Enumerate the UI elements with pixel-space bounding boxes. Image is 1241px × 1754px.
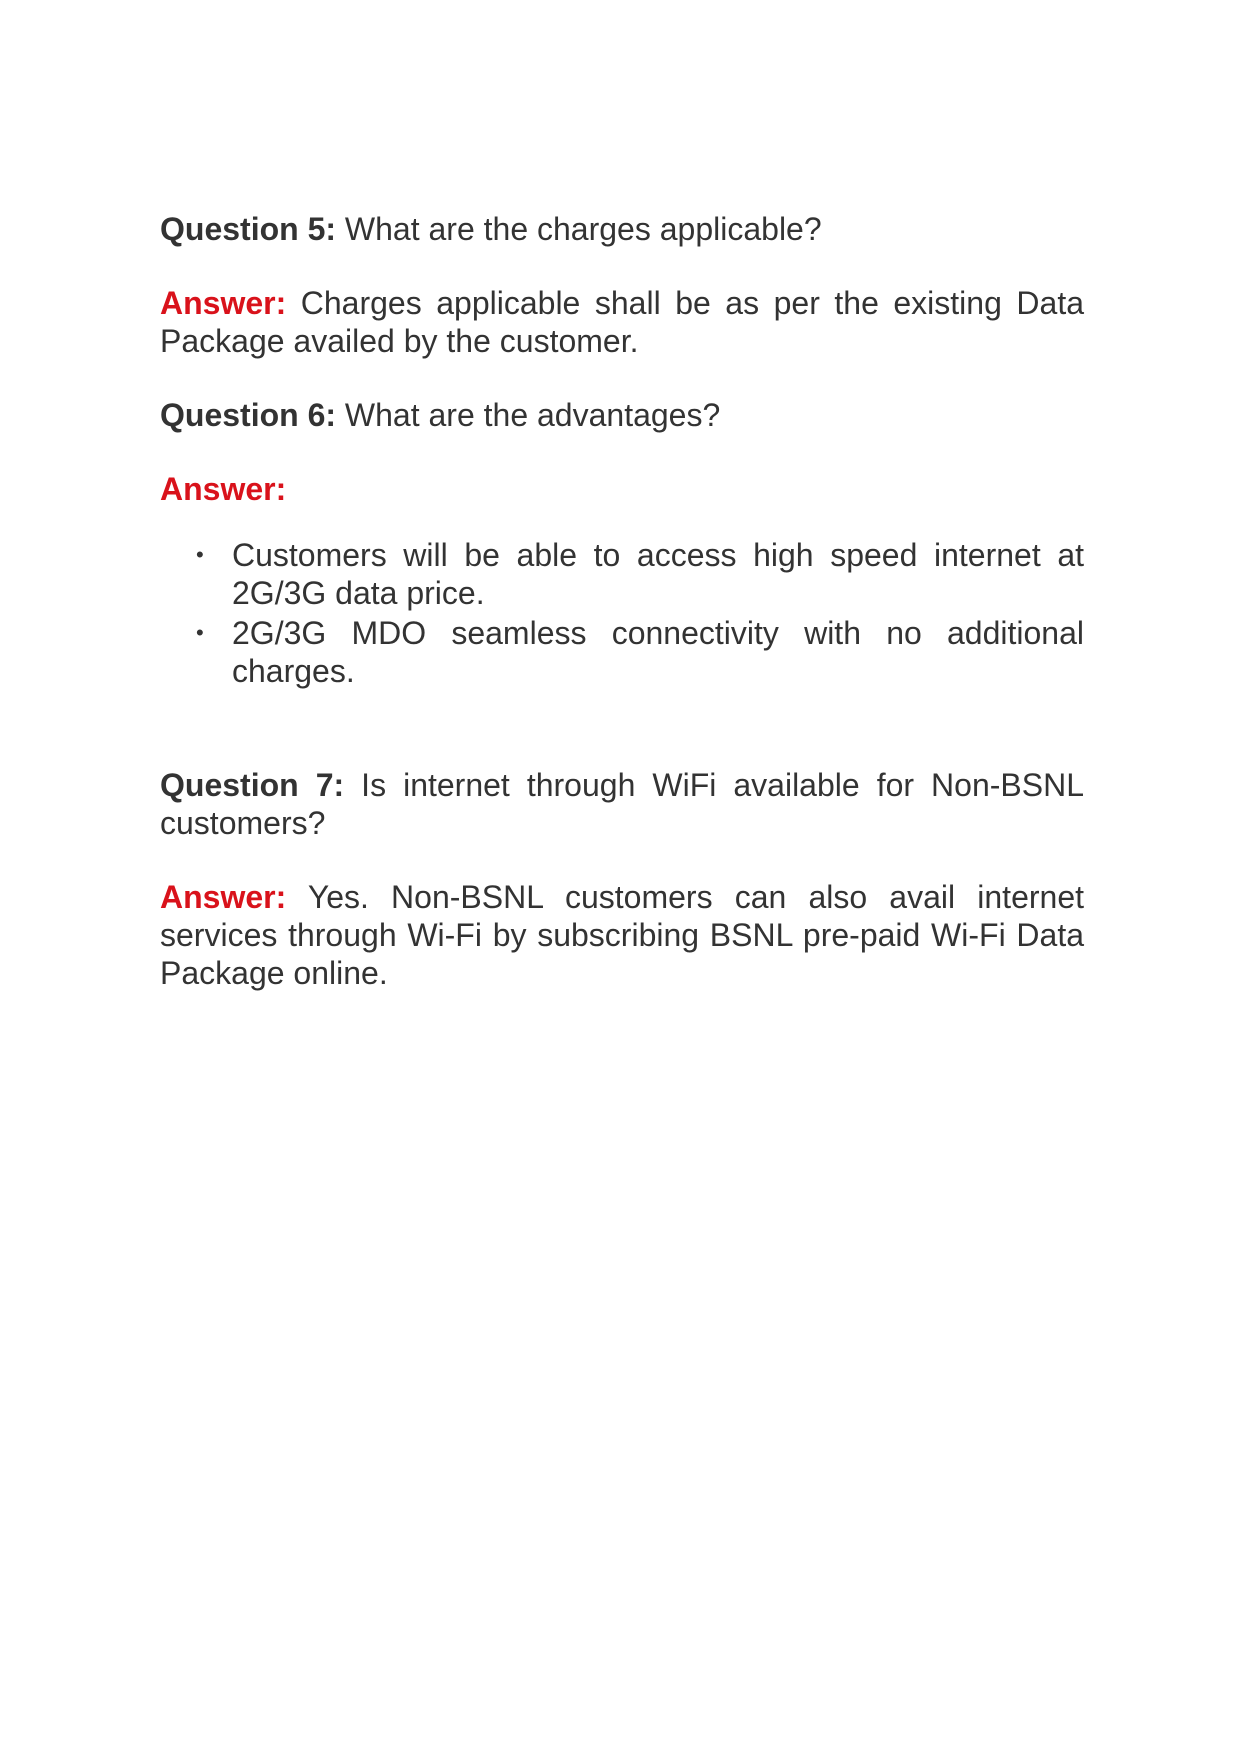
question-6 bbox=[160, 396, 1084, 434]
bullet-icon: • bbox=[196, 542, 204, 567]
question-text: What are the charges applicable? bbox=[336, 211, 822, 247]
question-text: What are the advantages? bbox=[336, 397, 721, 433]
question-5 bbox=[160, 210, 1084, 248]
list-item-text: Customers will be able to access high speed internet at 2G/3G data price. bbox=[232, 537, 1084, 611]
question-label: Question 5: bbox=[160, 211, 337, 247]
list-item bbox=[160, 536, 1084, 612]
answer-label: Answer: bbox=[160, 879, 287, 915]
answer-6 bbox=[160, 470, 1084, 508]
list-item-text: 2G/3G MDO seamless connectivity with no additional charges. bbox=[232, 615, 1084, 689]
answer-text: Charges applicable shall be as per the existing Data Package availed by the customer. bbox=[160, 285, 1084, 359]
faq-content bbox=[160, 210, 1084, 992]
answer-text: Yes. Non-BSNL customers can also avail internet services through Wi-Fi by subscribing BSNL pre-paid Wi-Fi Data Package online. bbox=[160, 879, 1084, 991]
list-item bbox=[160, 614, 1084, 690]
question-7 bbox=[160, 766, 1084, 842]
question-text: Is internet through WiFi available for Non-BSNL customers? bbox=[160, 767, 1085, 841]
answer-label: Answer: bbox=[160, 471, 287, 507]
question-label: Question 6: bbox=[160, 397, 337, 433]
answer-5 bbox=[160, 284, 1084, 360]
answer-label: Answer: bbox=[160, 285, 287, 321]
question-label: Question 7: bbox=[160, 767, 345, 803]
bullet-icon: • bbox=[196, 620, 204, 645]
answer-7 bbox=[160, 878, 1084, 992]
advantages-list bbox=[160, 536, 1084, 690]
